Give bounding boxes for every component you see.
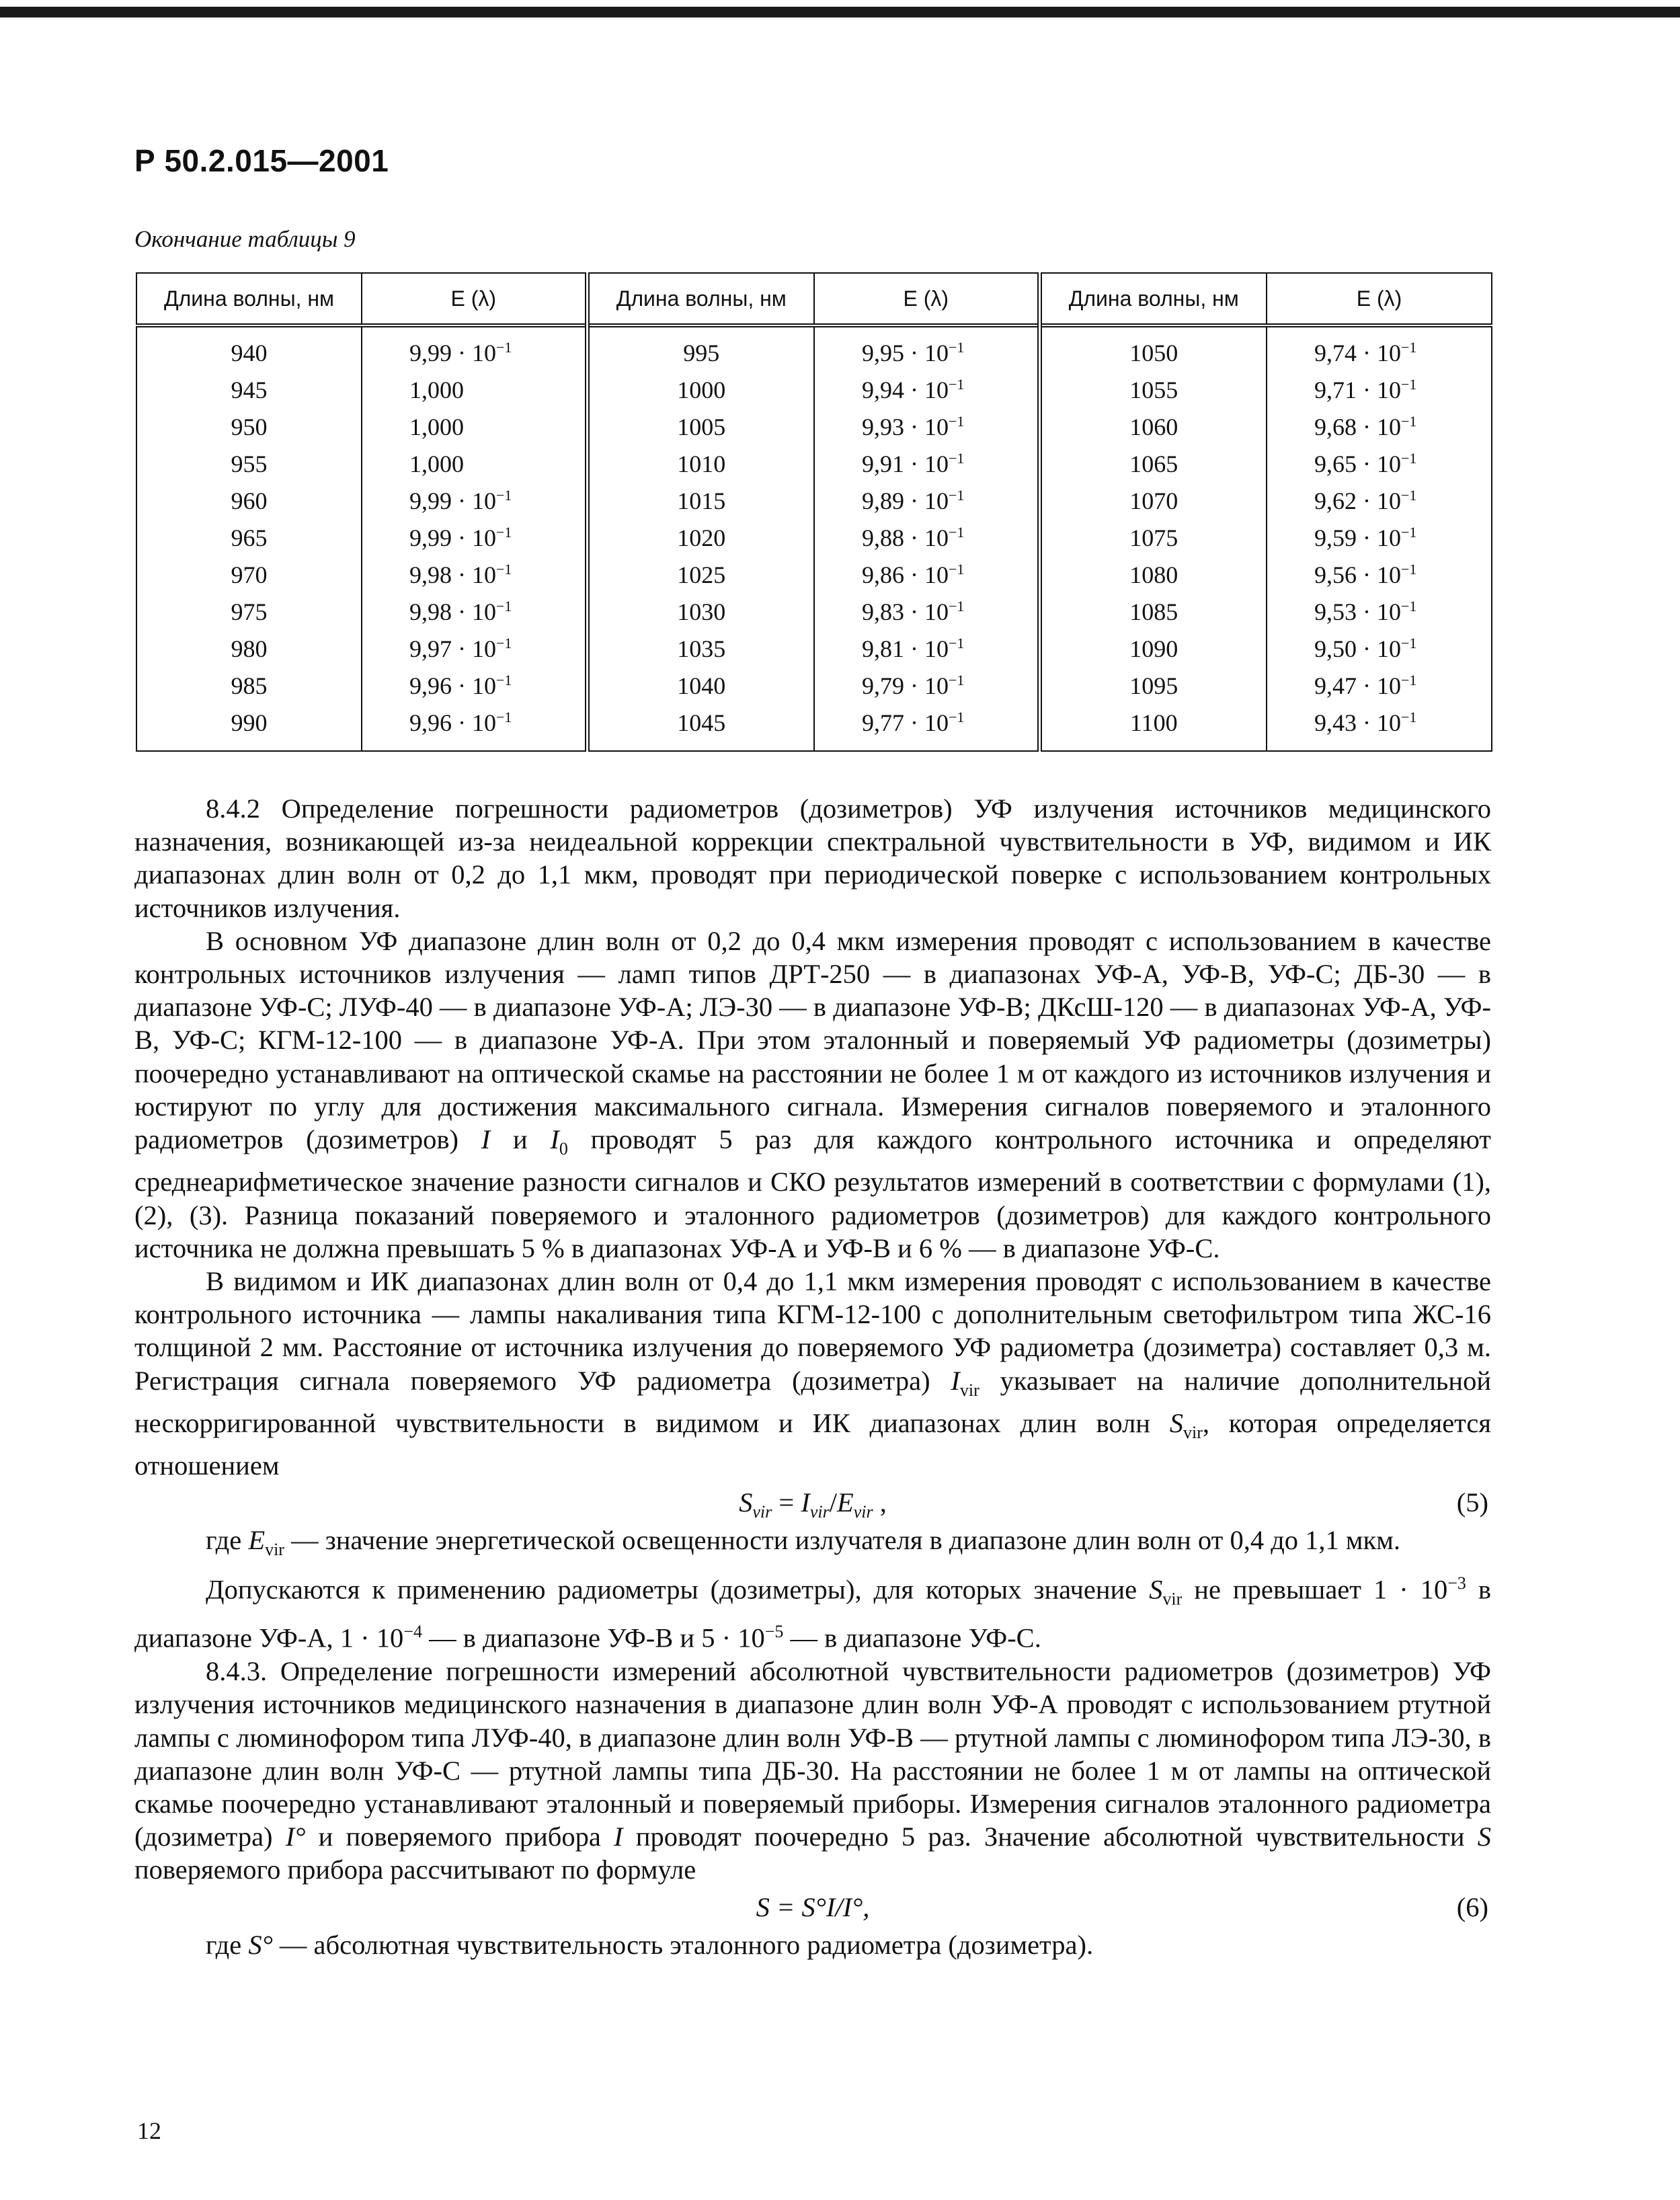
wavelength-cell: 1065 — [1039, 445, 1267, 482]
paragraph-8-4-3: 8.4.3. Определение погрешности измерений абсолютной чувствительности радиометров (дозиметров) УФ излучения источников медицинского назначения в диапазоне длин волн УФ-А проводят с использованием ртутной лампы с люминофором типа ЛУФ-40, в диапазоне длин волн УФ-В — ртутной лампы с люминофором типа ЛЭ-30, в диапазоне длин волн УФ-С — ртутной лампы типа ДБ-30. На расстоянии не более 1 м от лампы на оптической скамье поочередно устанавливают эталонный и поверяемый приборы. Измерения сигналов эталонного радиометра (дозиметра) I° и поверяемого прибора I проводят поочередно 5 раз. Значение абсолютной чувствительности S поверяемого прибора рассчитывают по формуле — [134, 1656, 1491, 1885]
value-cell: $9,99 \cdot 10^{-1}$ — [362, 325, 587, 371]
wavelength-cell: 940 — [136, 325, 362, 371]
table-row — [136, 593, 1492, 630]
spectral-table — [136, 272, 1492, 752]
wavelength-cell: 1005 — [587, 408, 814, 445]
table-row — [136, 704, 1492, 751]
value-cell: $9,62 \cdot 10^{-1}$ — [1267, 482, 1492, 519]
table-row — [136, 325, 1492, 371]
table-row — [136, 482, 1492, 519]
value-cell: $9,96 \cdot 10^{-1}$ — [362, 667, 587, 704]
value-cell: $9,53 \cdot 10^{-1}$ — [1267, 593, 1492, 630]
formula-6: S = S°I/I°, (6) — [134, 1887, 1491, 1928]
value-cell: $9,95 \cdot 10^{-1}$ — [814, 325, 1039, 371]
wavelength-cell: 1040 — [587, 667, 814, 704]
page-number: 12 — [137, 2117, 161, 2144]
wavelength-cell: 1095 — [1039, 667, 1267, 704]
value-cell: $9,68 \cdot 10^{-1}$ — [1267, 408, 1492, 445]
table-row — [136, 408, 1492, 445]
value-cell: $9,99 \cdot 10^{-1}$ — [362, 482, 587, 519]
wavelength-cell: 985 — [136, 667, 362, 704]
table-row — [136, 445, 1492, 482]
header-wavelength-1: Длина волны, нм — [136, 273, 362, 325]
value-cell: $9,77 \cdot 10^{-1}$ — [814, 704, 1039, 751]
value-cell: $9,50 \cdot 10^{-1}$ — [1267, 630, 1492, 667]
paragraph-8-4-2: 8.4.2 Определение погрешности радиометров (дозиметров) УФ излучения источников медицинского назначения, возникающей из-за неидеальной коррекции спектральной чувствительности в УФ, видимом и ИК диапазонах длин волн от 0,2 до 1,1 мкм, проводят при периодической поверке с использованием контрольных источников излучения. — [134, 793, 1491, 923]
value-cell: $9,99 \cdot 10^{-1}$ — [362, 519, 587, 556]
wavelength-cell: 1045 — [587, 704, 814, 751]
paragraph-where-s0: где S° — абсолютная чувствительность эталонного радиометра (дозиметра). — [206, 1929, 1094, 1960]
value-cell: $9,47 \cdot 10^{-1}$ — [1267, 667, 1492, 704]
top-rule — [0, 7, 1680, 17]
wavelength-cell: 950 — [136, 408, 362, 445]
value-cell: $9,65 \cdot 10^{-1}$ — [1267, 445, 1492, 482]
formula-6-number: (6) — [1456, 1891, 1488, 1922]
value-cell: $9,88 \cdot 10^{-1}$ — [814, 519, 1039, 556]
wavelength-cell: 970 — [136, 556, 362, 593]
wavelength-cell: 980 — [136, 630, 362, 667]
table-row — [136, 519, 1492, 556]
wavelength-cell: 945 — [136, 371, 362, 408]
wavelength-cell: 1090 — [1039, 630, 1267, 667]
value-cell: $9,81 \cdot 10^{-1}$ — [814, 630, 1039, 667]
value-cell: $9,98 \cdot 10^{-1}$ — [362, 593, 587, 630]
value-cell: $9,98 \cdot 10^{-1}$ — [362, 556, 587, 593]
wavelength-cell: 1075 — [1039, 519, 1267, 556]
value-cell: 1,000 — [362, 408, 587, 445]
wavelength-cell: 965 — [136, 519, 362, 556]
body-text — [134, 792, 1491, 1961]
value-cell: $9,93 \cdot 10^{-1}$ — [814, 408, 1039, 445]
wavelength-cell: 1020 — [587, 519, 814, 556]
header-wavelength-2: Длина волны, нм — [587, 273, 814, 325]
header-wavelength-3: Длина волны, нм — [1039, 273, 1267, 325]
value-cell: $9,43 \cdot 10^{-1}$ — [1267, 704, 1492, 751]
table-row — [136, 630, 1492, 667]
value-cell: 1,000 — [362, 445, 587, 482]
wavelength-cell: 1050 — [1039, 325, 1267, 371]
wavelength-cell: 975 — [136, 593, 362, 630]
value-cell: $9,74 \cdot 10^{-1}$ — [1267, 325, 1492, 371]
table-caption: Окончание таблицы 9 — [134, 226, 356, 252]
wavelength-cell: 1015 — [587, 482, 814, 519]
value-cell: $9,91 \cdot 10^{-1}$ — [814, 445, 1039, 482]
value-cell: 1,000 — [362, 371, 587, 408]
wavelength-cell: 1010 — [587, 445, 814, 482]
value-cell: $9,56 \cdot 10^{-1}$ — [1267, 556, 1492, 593]
header-value-2: E (λ) — [814, 273, 1039, 325]
value-cell: $9,59 \cdot 10^{-1}$ — [1267, 519, 1492, 556]
value-cell: $9,83 \cdot 10^{-1}$ — [814, 593, 1039, 630]
wavelength-cell: 1035 — [587, 630, 814, 667]
paragraph-admitted: Допускаются к применению радиометры (дозиметры), для которых значение $S_{vir}$ не превышает $1 \cdot 10^{-3}$ в диапазоне УФ-А, $1 \cdot 10^{-4}$ — в диапазоне УФ-В и $5 \cdot 10^{-5}$ — в диапазоне УФ-С. — [134, 1573, 1491, 1653]
paragraph-visible-ir: В видимом и ИК диапазонах длин волн от 0,4 до 1,1 мкм измерения проводят с использованием в качестве контрольного источника — лампы накаливания типа КГМ-12-100 с дополнительным светофильтром типа ЖС-16 толщиной 2 мм. Расстояние от источника излучения до поверяемого УФ радиометра (дозиметра) составляет 0,3 м. Регистрация сигнала поверяемого УФ радиометра (дозиметра) $I_{vir}$ указывает на наличие дополнительной нескорригированной чувствительности в видимом и ИК диапазонах длин волн $S_{vir}$, которая определяется отношением — [134, 1265, 1491, 1481]
formula-5-number: (5) — [1456, 1487, 1488, 1518]
wavelength-cell: 960 — [136, 482, 362, 519]
value-cell: $9,79 \cdot 10^{-1}$ — [814, 667, 1039, 704]
wavelength-cell: 990 — [136, 704, 362, 751]
wavelength-cell: 1025 — [587, 556, 814, 593]
header-value-3: E (λ) — [1267, 273, 1492, 325]
wavelength-cell: 955 — [136, 445, 362, 482]
table-row — [136, 667, 1492, 704]
table-header-row — [136, 273, 1492, 325]
wavelength-cell: 1055 — [1039, 371, 1267, 408]
value-cell: $9,71 \cdot 10^{-1}$ — [1267, 371, 1492, 408]
wavelength-cell: 1080 — [1039, 556, 1267, 593]
wavelength-cell: 1085 — [1039, 593, 1267, 630]
paragraph-where-evir: где $E_{vir}$ — значение энергетической освещенности излучателя в диапазоне длин волн от 0,4 до 1,1 мкм. — [206, 1525, 1400, 1560]
wavelength-cell: 1060 — [1039, 408, 1267, 445]
wavelength-cell: 995 — [587, 325, 814, 371]
value-cell: $9,97 \cdot 10^{-1}$ — [362, 630, 587, 667]
paragraph-uv-range: В основном УФ диапазоне длин волн от 0,2 до 0,4 мкм измерения проводят с использованием в качестве контрольных источников излучения — ламп типов ДРТ-250 — в диапазонах УФ-А, УФ-В, УФ-С; ДБ-30 — в диапазоне УФ-С; ЛУФ-40 — в диапазоне УФ-А; ЛЭ-30 — в диапазоне УФ-В; ДКсШ-120 — в диапазонах УФ-А, УФ-В, УФ-С; КГМ-12-100 — в диапазоне УФ-А. При этом эталонный и поверяемый УФ радиометры (дозиметры) поочередно устанавливают на оптической скамье на расстоянии не более 1 м от каждого из источников излучения и юстируют по углу для достижения максимального сигнала. Измерения сигналов поверяемого и эталонного радиометров (дозиметров) I и $I_0$ проводят 5 раз для каждого контрольного источника и определяют среднеарифметическое значение разности сигналов и СКО результатов измерений в соответствии с формулами (1), (2), (3). Разница показаний поверяемого и эталонного радиометров (дозиметров) для каждого контрольного источника не должна превышать 5 % в диапазонах УФ-А и УФ-В и 6 % — в диапазоне УФ-С. — [134, 925, 1492, 1263]
table-row — [136, 556, 1492, 593]
value-cell: $9,86 \cdot 10^{-1}$ — [814, 556, 1039, 593]
value-cell: $9,96 \cdot 10^{-1}$ — [362, 704, 587, 751]
value-cell: $9,94 \cdot 10^{-1}$ — [814, 371, 1039, 408]
header-value-1: E (λ) — [362, 273, 587, 325]
wavelength-cell: 1070 — [1039, 482, 1267, 519]
formula-5: $S_{vir} = I_{vir}/E_{vir}$ , (5) — [134, 1482, 1491, 1524]
document-code: Р 50.2.015—2001 — [134, 143, 389, 178]
wavelength-cell: 1030 — [587, 593, 814, 630]
value-cell: $9,89 \cdot 10^{-1}$ — [814, 482, 1039, 519]
wavelength-cell: 1000 — [587, 371, 814, 408]
wavelength-cell: 1100 — [1039, 704, 1267, 751]
table-row — [136, 371, 1492, 408]
